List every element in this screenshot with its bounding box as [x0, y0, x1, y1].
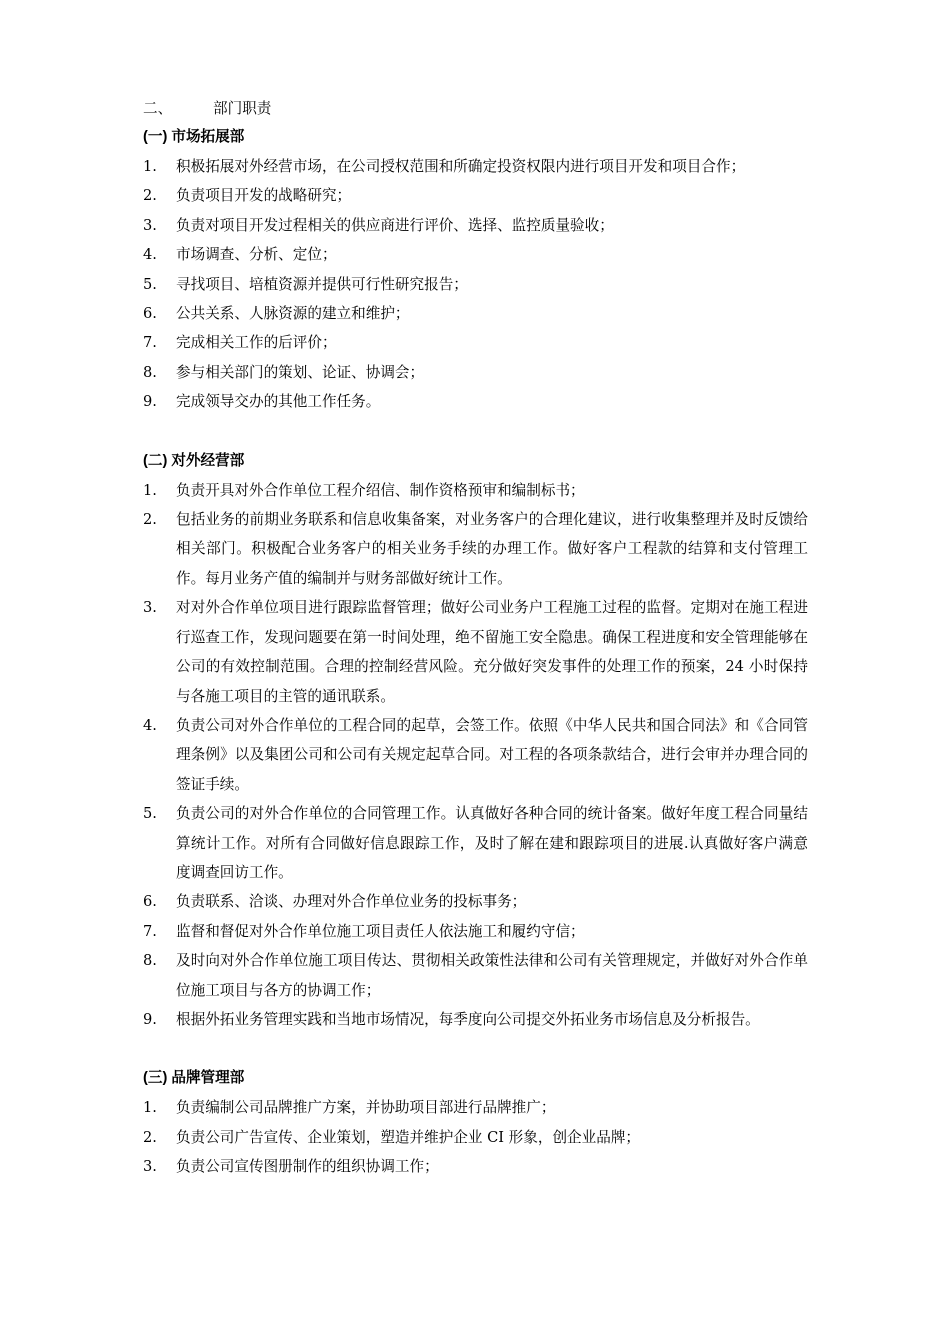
duty-item-number: 6. [143, 893, 157, 911]
duty-item-number: 1. [143, 481, 157, 499]
duty-item-number: 3. [143, 216, 157, 234]
duty-item [143, 711, 808, 799]
duty-item-text: 负责公司宣传图册制作的组织协调工作； [176, 1158, 439, 1176]
duty-item [143, 946, 808, 1005]
duty-item-number: 8. [143, 363, 157, 381]
section-title: (三) 品牌管理部 [143, 1070, 245, 1087]
duty-item [143, 505, 808, 593]
duty-item-text: 负责项目开发的战略研究； [176, 187, 352, 205]
duty-item-text: 负责公司的对外合作单位的合同管理工作。认真做好各种合同的统计备案。做好年度工程合同量结算统计工作。对所有合同做好信息跟踪工作，及时了解在建和跟踪项目的进展.认真做好客户满意度调查回访工作。 [176, 805, 808, 881]
duty-item-number: 3. [143, 1158, 157, 1176]
document-body [143, 96, 808, 1182]
duty-item-number: 5. [143, 805, 157, 823]
duty-item-text: 负责公司对外合作单位的工程合同的起草，会签工作。依照《中华人民共和国合同法》和《合同管理条例》以及集团公司和公司有关规定起草合同。对工程的各项条款结合，进行会审并办理合同的签证手续。 [176, 716, 808, 793]
duty-item-number: 1. [143, 1099, 157, 1117]
duty-item-number: 1. [143, 158, 157, 175]
duty-item [143, 387, 808, 416]
duty-item-text: 负责开具对外合作单位工程介绍信、制作资格预审和编制标书； [176, 481, 585, 499]
duty-item [143, 270, 808, 299]
duty-item [143, 476, 808, 505]
duty-item-text: 及时向对外合作单位施工项目传达、贯彻相关政策性法律和公司有关管理规定，并做好对外合作单位施工项目与各方的协调工作； [176, 952, 808, 999]
duty-item-number: 2. [143, 187, 157, 205]
duty-item-text: 寻找项目、培植资源并提供可行性研究报告； [176, 275, 468, 293]
duty-item [143, 152, 808, 181]
duty-item-number: 2. [143, 511, 157, 529]
duty-item-text: 参与相关部门的策划、论证、协调会； [176, 363, 425, 381]
duty-list [143, 476, 808, 1035]
duty-item [143, 240, 808, 269]
department-section [143, 122, 808, 417]
duty-item-text: 公共关系、人脉资源的建立和维护； [176, 305, 410, 323]
duty-item [143, 211, 808, 240]
chapter-heading [143, 96, 808, 122]
duty-item-text: 完成相关工作的后评价； [176, 334, 337, 352]
duty-item-text: 负责公司广告宣传、企业策划，塑造并维护企业 CI 形象，创企业品牌； [176, 1128, 641, 1146]
duty-item-number: 5. [143, 275, 157, 293]
duty-item-number: 9. [143, 393, 157, 411]
duty-item [143, 358, 808, 387]
duty-item-number: 8. [143, 952, 157, 970]
duty-item-number: 2. [143, 1128, 157, 1146]
duty-item-text: 负责编制公司品牌推广方案，并协助项目部进行品牌推广； [176, 1099, 556, 1117]
sections-container [143, 122, 808, 1182]
duty-list [143, 152, 808, 417]
department-section [143, 446, 808, 1035]
duty-item-text: 根据外拓业务管理实践和当地市场情况，每季度向公司提交外拓业务市场信息及分析报告。 [176, 1010, 760, 1028]
duty-item [143, 1152, 808, 1181]
duty-item-number: 7. [143, 922, 157, 940]
duty-item [143, 1123, 808, 1152]
duty-item [143, 181, 808, 210]
duty-item [143, 887, 808, 916]
section-title: (二) 对外经营部 [143, 452, 245, 469]
duty-list [143, 1093, 808, 1181]
duty-item [143, 328, 808, 357]
duty-item [143, 917, 808, 946]
chapter-title: 部门职责 [213, 100, 272, 117]
duty-item-number: 4. [143, 716, 157, 734]
duty-item-text: 完成领导交办的其他工作任务。 [176, 393, 381, 411]
duty-item-text: 市场调查、分析、定位； [176, 246, 337, 264]
duty-item [143, 299, 808, 328]
duty-item-number: 3. [143, 599, 157, 617]
section-spacer [143, 1034, 808, 1063]
duty-item-number: 6. [143, 305, 157, 323]
duty-item [143, 799, 808, 887]
department-section [143, 1063, 808, 1181]
section-title: (一) 市场拓展部 [143, 129, 245, 145]
duty-item-text: 包括业务的前期业务联系和信息收集备案，对业务客户的合理化建议，进行收集整理并及时反馈给相关部门。积极配合业务客户的相关业务手续的办理工作。做好客户工程款的结算和支付管理工作。每月业务产值的编制并与财务部做好统计工作。 [176, 511, 808, 587]
duty-item-text: 积极拓展对外经营市场，在公司授权范围和所确定投资权限内进行项目开发和项目合作； [176, 158, 746, 175]
duty-item-text: 负责联系、洽谈、办理对外合作单位业务的投标事务； [176, 893, 527, 911]
duty-item-text: 监督和督促对外合作单位施工项目责任人依法施工和履约守信； [176, 922, 585, 940]
chapter-number: 二、 [143, 100, 173, 117]
duty-item [143, 1005, 808, 1034]
duty-item-text: 负责对项目开发过程相关的供应商进行评价、选择、监控质量验收； [176, 216, 614, 234]
duty-item-number: 9. [143, 1010, 157, 1028]
duty-item-number: 7. [143, 334, 157, 352]
duty-item-text: 对对外合作单位项目进行跟踪监督管理；做好公司业务户工程施工过程的监督。定期对在施工程进行巡查工作，发现问题要在第一时间处理，绝不留施工安全隐患。确保工程进度和安全管理能够在公司的有效控制范围。合理的控制经营风险。充分做好突发事件的处理工作的预案，24 小时保持与各施工项目的主管的通讯联系。 [176, 599, 808, 705]
duty-item [143, 1093, 808, 1122]
duty-item-number: 4. [143, 246, 157, 264]
section-spacer [143, 417, 808, 446]
duty-item [143, 593, 808, 711]
